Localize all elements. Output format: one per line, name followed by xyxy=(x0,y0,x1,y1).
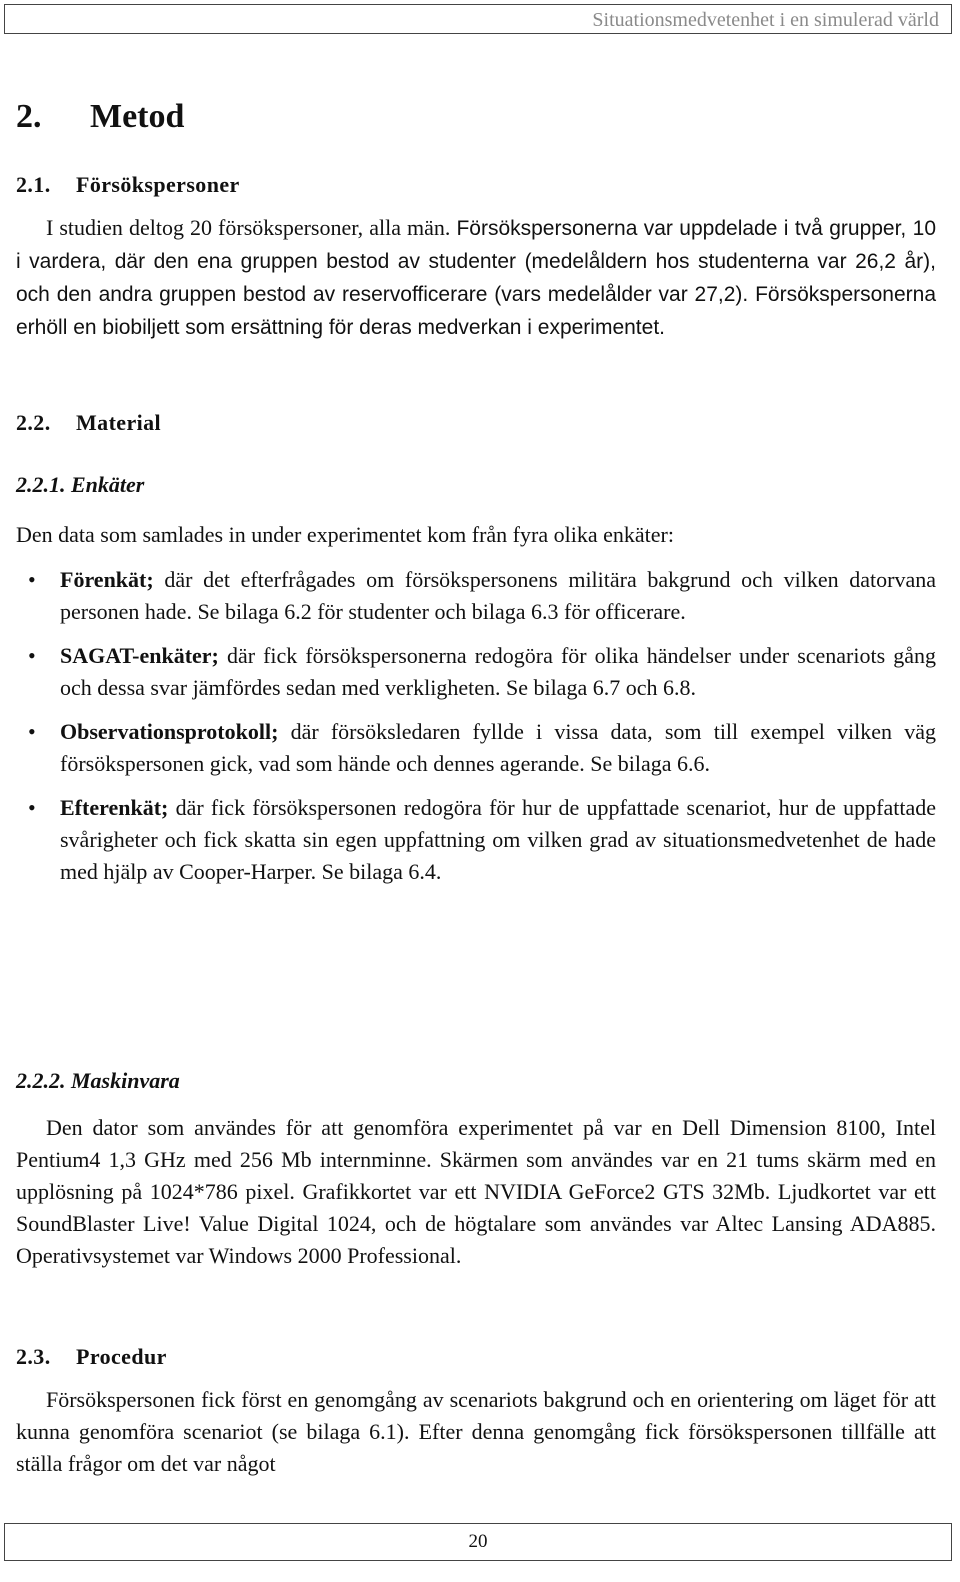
list-item-text: där det efterfrågades om försökspersonens militära bakgrund och vilken datorvana personen hade. Se bilaga 6.2 för studenter och bilaga 6.3 för officerare. xyxy=(60,567,936,624)
running-header xyxy=(4,4,952,34)
list-item-text: där försöksledaren fyllde i vissa data, som till exempel vilken väg försökspersonen gick, vad som hände och dennes agerande. Se bilaga 6.6. xyxy=(60,719,936,776)
list-item-text: där fick försökspersonerna redogöra för olika händelser under scenariots gång och dessa svar jämfördes sedan med verkligheten. Se bilaga 6.7 och 6.8. xyxy=(60,643,936,700)
bullet-icon: • xyxy=(28,643,36,668)
paragraph-text-serif: I studien deltog 20 försökspersoner, alla män. xyxy=(46,215,451,240)
paragraph-maskinvara: Den dator som användes för att genomföra experimentet på var en Dell Dimension 8100, Intel Pentium4 1,3 GHz med 256 Mb internminne. Skärmen som användes var en 21 tums skärm med en upplösning på 1024*786 pixel. Grafikkortet var ett NVIDIA GeForce2 GTS 32Mb. Ljudkortet var ett SoundBlaster Live! Value Digital 1024, och de högtalare som användes var Altec Lansing ADA885. Operativsystemet var Windows 2000 Professional. xyxy=(16,1115,936,1268)
bullet-icon: • xyxy=(28,795,36,820)
paragraph-procedur: Försökspersonen fick först en genomgång av scenariots bakgrund och en orientering om läget för att kunna genomföra scenariot (se bilaga 6.1). Efter denna genomgång fick försökspersonen tillfälle att ställa frågor om det var något xyxy=(16,1387,936,1476)
list-item xyxy=(28,716,936,780)
heading-number: 2. xyxy=(16,98,42,135)
list-item xyxy=(28,564,936,628)
list-item-term: SAGAT-enkäter; xyxy=(60,643,219,668)
bullet-icon: • xyxy=(28,567,36,592)
heading-maskinvara: 2.2.2. Maskinvara xyxy=(16,1068,180,1093)
heading-title: Försökspersoner xyxy=(76,172,240,197)
list-item-text: där fick försökspersonen redogöra för hur de uppfattade scenariot, hur de uppfattade svårigheter och fick skatta sin egen uppfattning om vilken grad av situationsmedvetenhet de hade med hjälp av Cooper-Harper. Se bilaga 6.4. xyxy=(60,795,936,884)
paragraph-forsokspersoner xyxy=(16,212,936,344)
enkater-list xyxy=(28,564,936,888)
heading-title: Material xyxy=(76,410,162,435)
page-footer xyxy=(4,1523,952,1561)
paragraph-text-sans: Försökspersonerna var uppdelade i två grupper, 10 i vardera, där den ena gruppen bestod av studenter (medelåldern hos studenterna var 26,2 år), och den andra gruppen bestod av reservofficerare (vars medelålder var 27,2). Försökspersonerna erhöll en biobiljett som ersättning för deras medverkan i experimentet. xyxy=(16,217,937,339)
list-item-term: Observationsprotokoll; xyxy=(60,719,279,744)
heading-enkater: 2.2.1. Enkäter xyxy=(16,472,145,497)
heading-title: Procedur xyxy=(76,1344,167,1369)
heading-title: Metod xyxy=(90,98,185,135)
list-item-term: Efterenkät; xyxy=(60,795,169,820)
list-item-term: Förenkät; xyxy=(60,567,154,592)
page-number: 20 xyxy=(468,1531,488,1552)
heading-procedur xyxy=(16,1344,936,1370)
list-item xyxy=(28,792,936,888)
heading-material xyxy=(16,410,936,436)
heading-metod xyxy=(16,98,936,136)
list-item xyxy=(28,640,936,704)
heading-forsokspersoner xyxy=(16,172,936,198)
bullet-icon: • xyxy=(28,719,36,744)
heading-number: 2.3. xyxy=(16,1344,51,1369)
heading-number: 2.2. xyxy=(16,410,51,435)
paragraph-enkater-intro: Den data som samlades in under experimentet kom från fyra olika enkäter: xyxy=(16,522,674,547)
running-title: Situationsmedvetenhet i en simulerad värld xyxy=(592,9,939,31)
heading-number: 2.1. xyxy=(16,172,51,197)
